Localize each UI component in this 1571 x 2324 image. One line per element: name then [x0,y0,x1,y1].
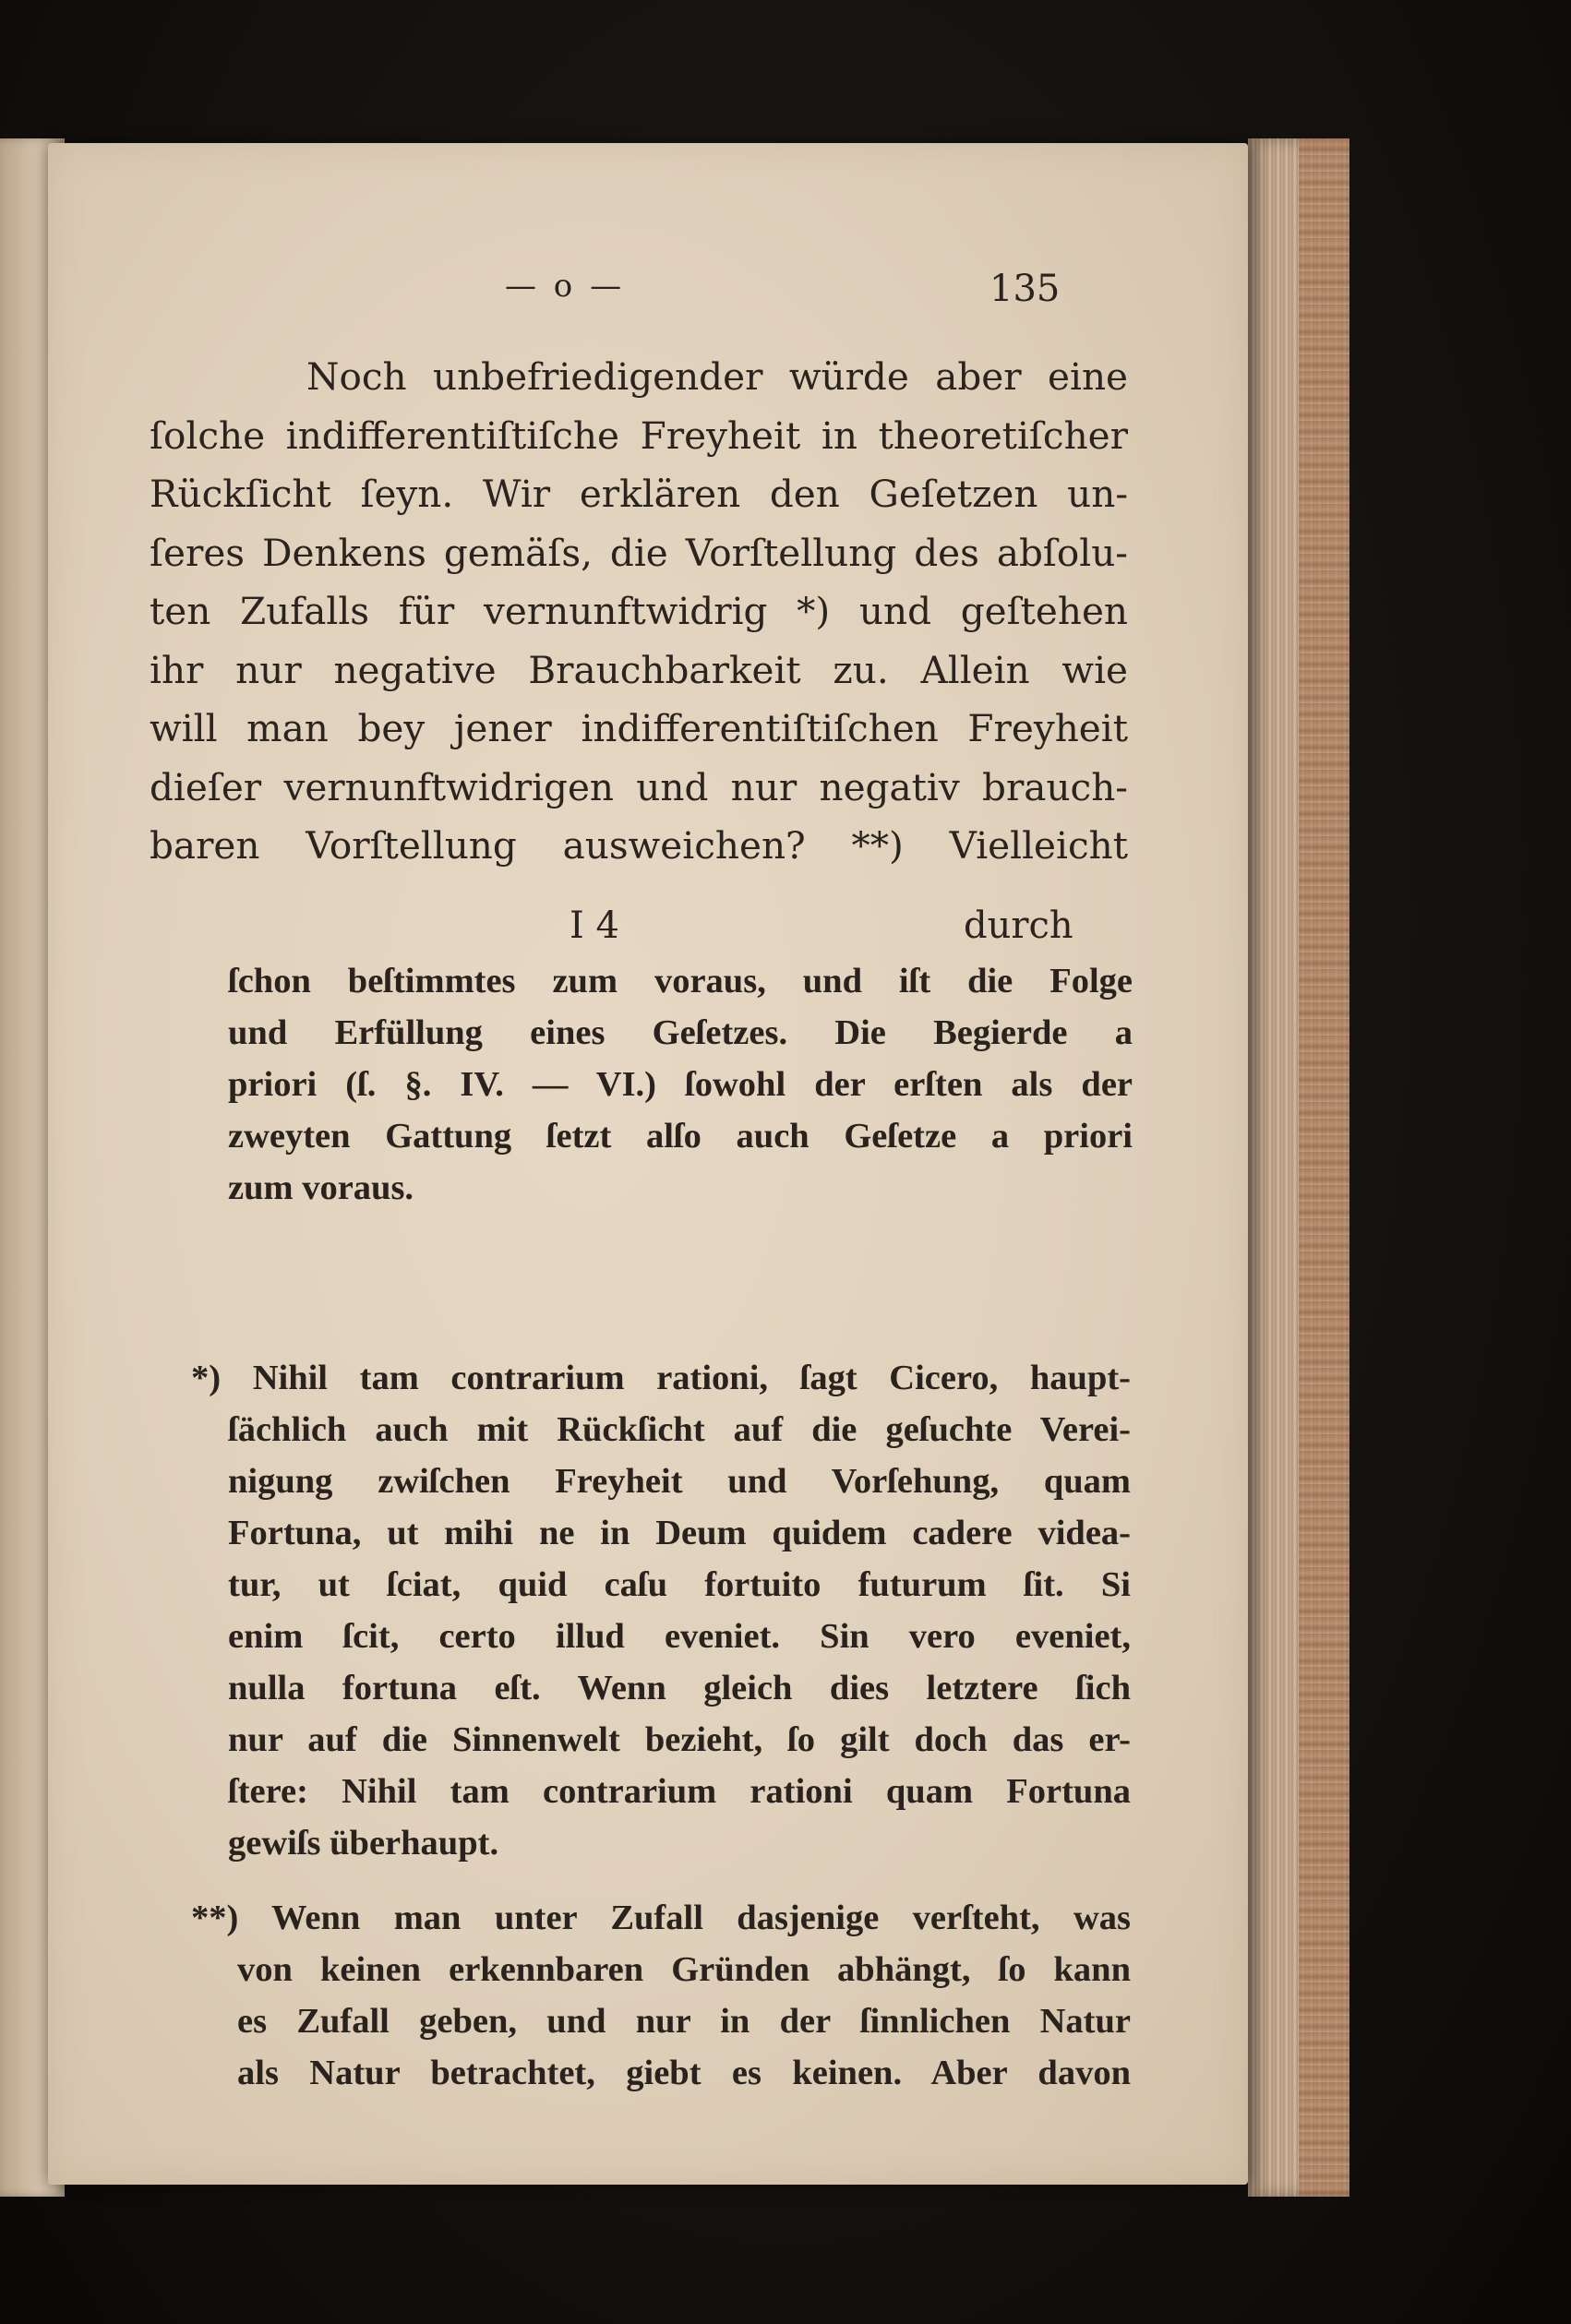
footnote-line: **) Wenn man unter Zufall dasjenige verſteht, was [191,1899,1131,1937]
main-line: ihr nur negative Brauchbarkeit zu. Allein wie [150,647,1128,692]
footnote-line: ſächlich auch mit Rückſicht auf die geſuchte Verei- [228,1410,1131,1449]
catchword: durch [964,904,1073,947]
footnote-line: gewiſs überhaupt. [228,1824,499,1863]
header-ornament: — o — [505,268,626,305]
page-number: 135 [989,268,1061,310]
signature-mark: I 4 [570,904,619,947]
page-header [48,268,1248,323]
main-line: dieſer vernunftwidrigen und nur negativ brauch- [150,764,1128,809]
footnote-line: ſchon beſtimmtes zum voraus, und iſt die Folge [228,962,1133,1000]
main-line: ſeres Denkens gemäſs, die Vorſtellung des abſolu- [150,530,1128,575]
footnote-line: nur auf die Sinnenwelt bezieht, ſo gilt doch das er- [228,1720,1131,1759]
footnote-1 [191,1352,1131,1869]
main-line: baren Vorſtellung ausweichen? **) Vielleicht [150,823,1128,868]
footnote-2 [191,1892,1131,2099]
main-line: ſolche indifferentiſtiſche Freyheit in theoretiſcher [150,413,1128,458]
signature-line [48,904,1248,960]
footnote-line: von keinen erkennbaren Gründen abhängt, ſo kann [237,1950,1131,1989]
footnote-line: zum voraus. [228,1168,414,1207]
footnote-line: nigung zwiſchen Freyheit und Vorſehung, quam [228,1462,1131,1501]
footnote-line: zweyten Gattung ſetzt alſo auch Geſetze a priori [228,1117,1133,1156]
footnote-line: es Zufall geben, und nur in der ſinnlichen Natur [237,2002,1131,2041]
footnote-line: Fortuna, ut mihi ne in Deum quidem cadere videa- [228,1514,1131,1552]
footnote-line: enim ſcit, certo illud eveniet. Sin vero eveniet, [228,1617,1131,1656]
main-line: ten Zufalls für vernunftwidrig *) und geſtehen [150,589,1128,633]
main-line: Rückſicht ſeyn. Wir erklären den Geſetzen un- [150,472,1128,516]
footnote-line: *) Nihil tam contrarium rationi, ſagt Cicero, haupt- [191,1359,1131,1397]
book-page [48,143,1248,2185]
main-line: Noch unbefriedigender würde aber eine [306,354,1128,399]
footnote-line: als Natur betrachtet, giebt es keinen. Aber davon [237,2054,1131,2092]
continued-footnote [228,955,1133,1214]
footnote-line: und Erfüllung eines Geſetzes. Die Begierde a [228,1013,1133,1052]
main-paragraph [150,348,1128,876]
footnote-line: tur, ut ſciat, quid caſu fortuito futurum ſit. Si [228,1565,1131,1604]
footnote-line: ſtere: Nihil tam contrarium rationi quam Fortuna [228,1772,1131,1811]
page-stack-edge [1248,138,1349,2197]
footnote-line: priori (ſ. §. IV. — VI.) ſowohl der erſten als der [228,1065,1133,1104]
footnote-line: nulla fortuna eſt. Wenn gleich dies letztere ſich [228,1669,1131,1707]
main-line: will man bey jener indifferentiſtiſchen Freyheit [150,706,1128,750]
